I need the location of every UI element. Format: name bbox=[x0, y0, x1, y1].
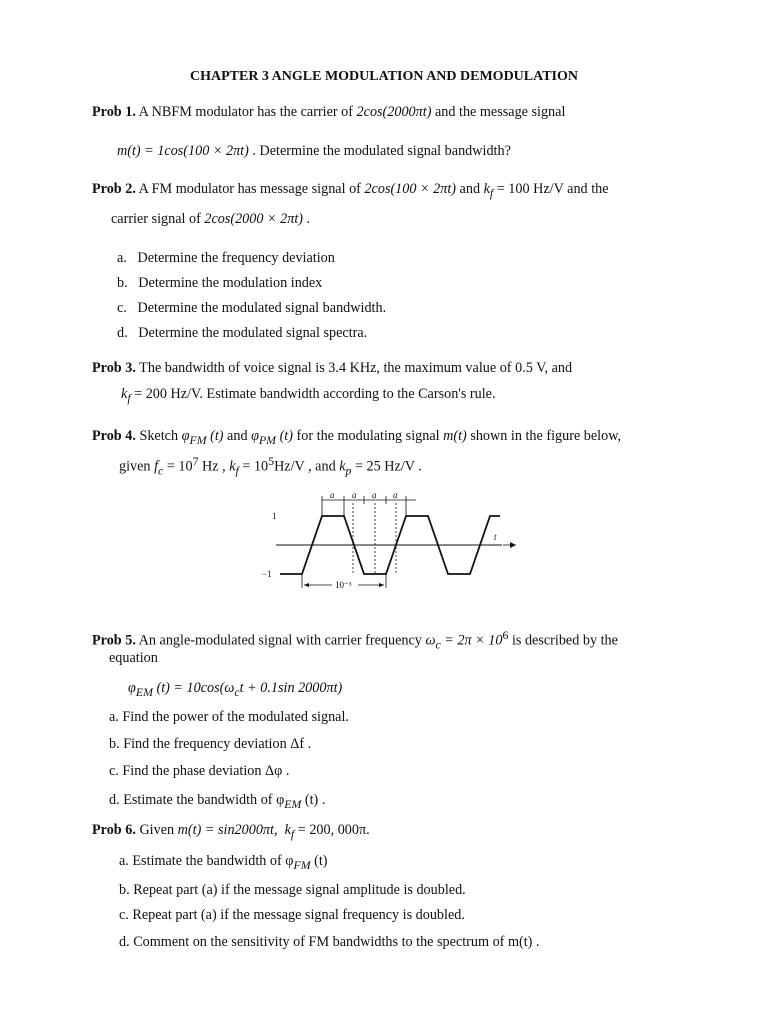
prob3-ksub: f bbox=[127, 390, 131, 405]
page-title: CHAPTER 3 ANGLE MODULATION AND DEMODULATION bbox=[189, 69, 578, 84]
prob4-line2 bbox=[119, 452, 422, 480]
prob6-mt: m(t) = sin2000πt, bbox=[177, 822, 278, 838]
prob6-ksub: f bbox=[290, 826, 295, 841]
prob2-k: k bbox=[483, 181, 490, 197]
item-text: Determine the modulation index bbox=[138, 275, 323, 291]
prob1-line2 bbox=[117, 142, 511, 160]
prob6-kval: = 200, 000π. bbox=[294, 822, 370, 838]
prob4-text4: shown in the figure below, bbox=[466, 428, 622, 444]
prob4-line1 bbox=[92, 427, 621, 449]
item-sub: FM bbox=[293, 857, 311, 872]
prob3-k: k bbox=[121, 386, 128, 402]
prob4-phi-pm: φ bbox=[251, 428, 259, 444]
prob1-text2: and the message signal bbox=[431, 104, 566, 120]
prob4-phi-fm-arg: (t) bbox=[206, 428, 224, 444]
prob5-wc-val: = 2π × 10 bbox=[440, 632, 503, 649]
prob4-label: Prob 4. bbox=[92, 428, 136, 444]
prob6-label: Prob 6. bbox=[92, 822, 136, 838]
prob5-wc-exp: 6 bbox=[502, 628, 509, 642]
prob4-phi-pm-sub: PM bbox=[258, 432, 277, 447]
prob2-item bbox=[117, 299, 386, 317]
prob5-item: b. Find the frequency deviation Δf . bbox=[109, 736, 312, 752]
prob4-kp-val: = 25 Hz/V . bbox=[351, 458, 422, 475]
prob1-label: Prob 1. bbox=[92, 104, 136, 120]
prob2-line2 bbox=[111, 210, 310, 228]
prob6-item: d. Comment on the sensitivity of FM bandwidths to the spectrum of m(t) . bbox=[119, 934, 540, 950]
prob2-text5: . bbox=[303, 211, 311, 227]
item-rest: (t) bbox=[310, 853, 328, 869]
prob5-wc: ω bbox=[425, 632, 436, 649]
prob4-fc: f bbox=[154, 458, 159, 475]
a-label: a bbox=[330, 490, 335, 500]
prob1-message: m(t) = 1cos(100 × 2πt) bbox=[117, 143, 249, 159]
prob2-item bbox=[117, 249, 335, 267]
y-label-bottom: −1 bbox=[262, 569, 272, 579]
prob2-and: and bbox=[456, 181, 484, 197]
prob6-text: Given bbox=[135, 822, 178, 838]
item-marker: d. bbox=[117, 325, 128, 341]
prob4-fc-sub: c bbox=[158, 463, 164, 478]
item-sub: EM bbox=[284, 796, 302, 811]
prob3-label: Prob 3. bbox=[92, 360, 136, 376]
prob6-item bbox=[119, 852, 328, 874]
prob5-wc-sub: c bbox=[435, 637, 441, 652]
prob5-eq-rest: (t) = 10cos(ω bbox=[152, 680, 235, 696]
prob5-item bbox=[109, 791, 325, 813]
prob2-text: A FM modulator has message signal of bbox=[135, 181, 365, 197]
prob5-line2: equation bbox=[109, 650, 158, 666]
prob4-text: Sketch bbox=[135, 428, 182, 444]
prob1-text: A NBFM modulator has the carrier of bbox=[135, 104, 357, 120]
a-label: a bbox=[352, 490, 357, 500]
prob5-eq-rest2: t + 0.1sin 2000πt) bbox=[239, 680, 343, 696]
prob1-question: . Determine the modulated signal bandwidth? bbox=[248, 143, 511, 159]
prob4-kf-unit: Hz/V , and bbox=[274, 458, 340, 475]
prob3-line2 bbox=[121, 385, 496, 407]
trapezoid-waveform-figure bbox=[262, 488, 522, 593]
a-label: a bbox=[372, 490, 377, 500]
prob4-fc-exp: 7 bbox=[192, 454, 199, 468]
prob4-phi-pm-arg: (t) bbox=[276, 428, 293, 444]
prob5-item: c. Find the phase deviation Δφ . bbox=[109, 763, 290, 779]
period-label: 10⁻³ bbox=[335, 580, 352, 590]
prob6-k: k bbox=[284, 822, 291, 838]
prob5-text2: is described by the bbox=[508, 632, 618, 649]
prob2-label: Prob 2. bbox=[92, 181, 136, 197]
prob5-eq-phi: φ bbox=[128, 680, 136, 696]
period-arrowhead bbox=[304, 583, 309, 587]
item-text: a. Estimate the bandwidth of φ bbox=[119, 853, 294, 869]
prob2-item bbox=[117, 274, 322, 292]
prob1-carrier: 2cos(2000πt) bbox=[356, 104, 432, 120]
prob2-ksub: f bbox=[489, 185, 494, 200]
prob4-fc-val: = 10 bbox=[163, 458, 193, 475]
prob2-kval: = 100 Hz/V bbox=[493, 181, 564, 197]
item-text: d. Estimate the bandwidth of φ bbox=[109, 792, 285, 808]
prob5-line1 bbox=[92, 626, 618, 654]
prob4-mt: m(t) bbox=[443, 428, 467, 444]
prob6-item: c. Repeat part (a) if the message signal frequency is doubled. bbox=[119, 907, 465, 923]
prob4-phi-fm-sub: FM bbox=[189, 432, 207, 447]
prob4-kf-sub: f bbox=[235, 463, 239, 478]
item-marker: b. bbox=[117, 275, 128, 291]
item-rest: (t) . bbox=[301, 792, 326, 808]
prob5-equation bbox=[128, 679, 342, 701]
prob4-given: given bbox=[119, 458, 155, 475]
prob4-kf-val: = 10 bbox=[238, 458, 269, 475]
prob5-text: An angle-modulated signal with carrier frequency bbox=[135, 632, 426, 649]
prob2-line1 bbox=[92, 180, 609, 202]
t-axis-label: t bbox=[494, 532, 497, 542]
prob4-and: and bbox=[223, 428, 252, 444]
prob2-text3: and the bbox=[563, 181, 609, 197]
prob1-line1 bbox=[92, 103, 565, 121]
prob4-text3: for the modulating signal bbox=[292, 428, 444, 444]
prob5-eq-sub2: c bbox=[234, 684, 240, 699]
prob6-item: b. Repeat part (a) if the message signal amplitude is doubled. bbox=[119, 882, 466, 898]
prob2-carrier: 2cos(2000 × 2πt) bbox=[204, 211, 303, 227]
item-text: Determine the frequency deviation bbox=[137, 250, 335, 266]
item-text: Determine the modulated signal bandwidth. bbox=[137, 300, 387, 316]
a-label: a bbox=[393, 490, 398, 500]
prob4-phi-fm: φ bbox=[181, 428, 190, 444]
prob4-kf-exp: 5 bbox=[268, 454, 275, 468]
prob5-eq-sub: EM bbox=[135, 684, 153, 699]
period-arrowhead bbox=[379, 583, 384, 587]
prob4-kp: k bbox=[339, 458, 346, 475]
prob2-text4: carrier signal of bbox=[111, 211, 205, 227]
prob4-kf: k bbox=[229, 458, 236, 475]
item-text: Determine the modulated signal spectra. bbox=[138, 325, 368, 341]
prob3-text: The bandwidth of voice signal is 3.4 KHz, the maximum value of 0.5 V, and bbox=[135, 360, 573, 376]
prob5-label: Prob 5. bbox=[92, 632, 136, 649]
y-label-top: 1 bbox=[272, 511, 277, 521]
prob5-item: a. Find the power of the modulated signal. bbox=[109, 709, 349, 725]
axis-arrowhead bbox=[510, 542, 516, 548]
item-marker: c. bbox=[117, 300, 127, 316]
prob4-fc-unit: Hz , bbox=[198, 458, 230, 475]
prob3-text2: = 200 Hz/V. Estimate bandwidth according to the Carson's rule. bbox=[130, 386, 496, 402]
item-marker: a. bbox=[117, 250, 127, 266]
prob3-line1 bbox=[92, 359, 572, 377]
prob6-line1 bbox=[92, 821, 370, 843]
prob4-kp-sub: p bbox=[345, 463, 352, 478]
prob2-message: 2cos(100 × 2πt) bbox=[364, 181, 456, 197]
prob2-item bbox=[117, 324, 367, 342]
